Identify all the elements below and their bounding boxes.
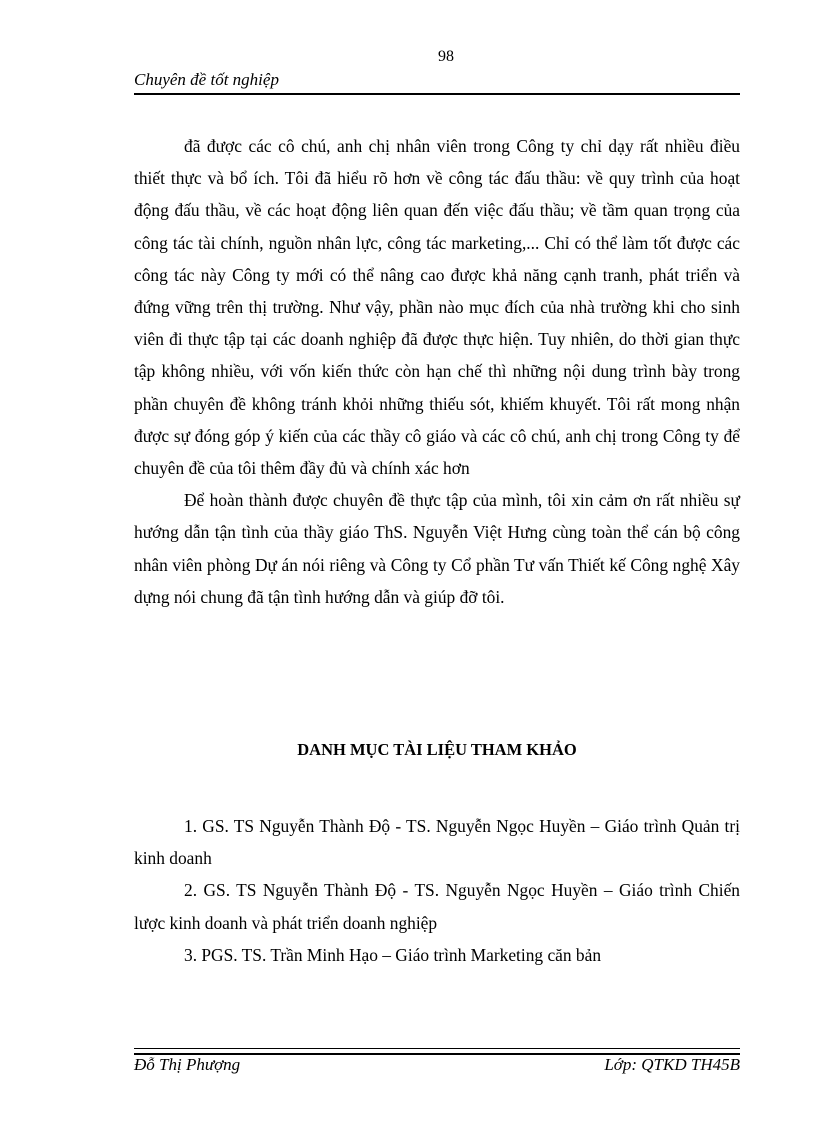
paragraph-2: Để hoàn thành được chuyên đề thực tập của mình, tôi xin cảm ơn rất nhiều sự hướng dẫn tận tình của thầy giáo ThS. Nguyễn Việt Hưng cùng toàn thể cán bộ công nhân viên phòng Dự án nói riêng và Công ty Cổ phần Tư vấn Thiết kế Công nghệ Xây dựng nói chung đã tận tình hướng dẫn và giúp đỡ tôi.: [134, 490, 740, 607]
main-text: [134, 130, 740, 613]
references-list: [134, 810, 740, 971]
footer-class: Lớp: QTKD TH45B: [604, 1055, 740, 1074]
footer-author: Đỗ Thị Phượng: [134, 1055, 241, 1074]
references-heading: DANH MỤC TÀI LIỆU THAM KHẢO: [297, 740, 577, 759]
reference-item-3: 3. PGS. TS. Trần Minh Hạo – Giáo trình Marketing căn bản: [184, 944, 602, 965]
reference-item-2: 2. GS. TS Nguyễn Thành Độ - TS. Nguyễn Ngọc Huyền – Giáo trình Chiến lược kinh doanh và phát triển doanh nghiệp: [134, 880, 740, 933]
header-divider: [134, 93, 740, 95]
running-header-title: Chuyên đề tốt nghiệp: [134, 70, 279, 89]
footer-divider: [134, 1048, 740, 1055]
reference-item-1: 1. GS. TS Nguyễn Thành Độ - TS. Nguyễn Ngọc Huyền – Giáo trình Quản trị kinh doanh: [134, 816, 740, 869]
page-number: 98: [438, 48, 454, 65]
paragraph-1: đã được các cô chú, anh chị nhân viên trong Công ty chỉ dạy rất nhiều điều thiết thực và bổ ích. Tôi đã hiểu rõ hơn về công tác đấu thầu: về quy trình của hoạt động đấu thầu, về các hoạt động liên quan đến việc đấu thầu; về tầm quan trọng của công tác tài chính, nguồn nhân lực, công tác marketing,... Chỉ có thể làm tốt được các công tác này Công ty mới có thể nâng cao được khả năng cạnh tranh, phát triển và đứng vững trên thị trường. Như vậy, phần nào mục đích của nhà trường khi cho sinh viên đi thực tập tại các doanh nghiệp đã được thực hiện. Tuy nhiên, do thời gian thực tập không nhiều, với vốn kiến thức còn hạn chế thì những nội dung trình bày trong phần chuyên đề không tránh khỏi những thiếu sót, khiếm khuyết. Tôi rất mong nhận được sự đóng góp ý kiến của các thầy cô giáo và các cô chú, anh chị trong Công ty để chuyên đề của tôi thêm đầy đủ và chính xác hơn: [134, 136, 740, 479]
